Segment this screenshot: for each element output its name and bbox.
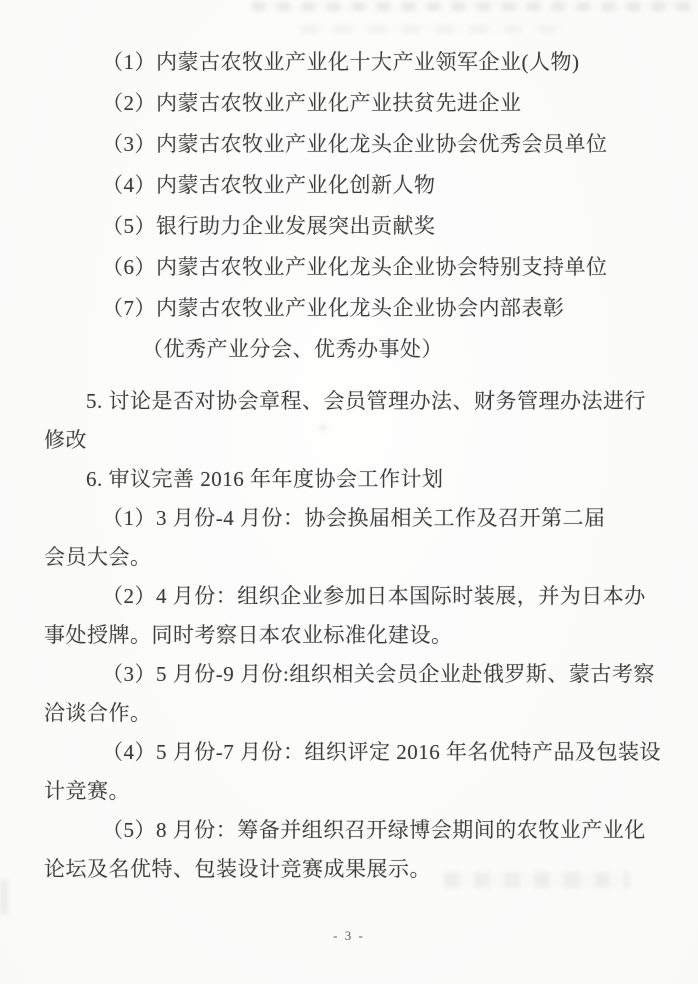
award-item-1: （1）内蒙古农牧业产业化十大产业领军企业(人物) bbox=[102, 50, 580, 74]
plan-item-2-line2: 事处授牌。同时考察日本农业标准化建设。 bbox=[44, 623, 453, 647]
award-item-3: （3）内蒙古农牧业产业化龙头企业协会优秀会员单位 bbox=[102, 132, 608, 156]
bleed-through-artifact-top-2 bbox=[300, 25, 565, 33]
bleed-through-artifact-left bbox=[0, 880, 8, 914]
award-item-5: （5）银行助力企业发展突出贡献奖 bbox=[102, 214, 436, 238]
award-note: （优秀产业分会、优秀办事处） bbox=[142, 337, 443, 361]
award-item-4: （4）内蒙古农牧业产业化创新人物 bbox=[102, 173, 436, 197]
plan-item-5-line2: 论坛及名优特、包装设计竞赛成果展示。 bbox=[44, 857, 431, 881]
plan-item-3-line1: （3）5 月份-9 月份:组织相关会员企业赴俄罗斯、蒙古考察 bbox=[102, 662, 655, 686]
plan-item-3-line2: 洽谈合作。 bbox=[44, 701, 152, 725]
plan-item-4-line2: 计竞赛。 bbox=[44, 779, 130, 803]
award-item-6: （6）内蒙古农牧业产业化龙头企业协会特别支持单位 bbox=[102, 255, 608, 279]
plan-item-5-line1: （5）8 月份：筹备并组织召开绿博会期间的农牧业产业化 bbox=[102, 818, 646, 842]
agenda-sections bbox=[44, 382, 661, 889]
award-item-2: （2）内蒙古农牧业产业化产业扶贫先进企业 bbox=[102, 91, 522, 115]
plan-item-2-line1: （2）4 月份：组织企业参加日本国际时装展，并为日本办 bbox=[102, 584, 646, 608]
award-list bbox=[44, 42, 656, 370]
plan-item-1-line2: 会员大会。 bbox=[44, 545, 152, 569]
page-number: - 3 - bbox=[333, 928, 365, 943]
document-body bbox=[44, 42, 661, 889]
section5-line2: 修改 bbox=[44, 428, 87, 452]
award-item-7: （7）内蒙古农牧业产业化龙头企业协会内部表彰 bbox=[102, 296, 565, 320]
bleed-through-artifact-top bbox=[252, 2, 692, 11]
plan-item-1-line1: （1）3 月份-4 月份：协会换届相关工作及召开第二届 bbox=[102, 506, 606, 530]
section5-line1: 5. 讨论是否对协会章程、会员管理办法、财务管理办法进行 bbox=[86, 389, 646, 413]
section6-title: 6. 审议完善 2016 年年度协会工作计划 bbox=[86, 467, 444, 491]
plan-item-4-line1: （4）5 月份-7 月份：组织评定 2016 年名优特产品及包装设 bbox=[102, 740, 661, 764]
